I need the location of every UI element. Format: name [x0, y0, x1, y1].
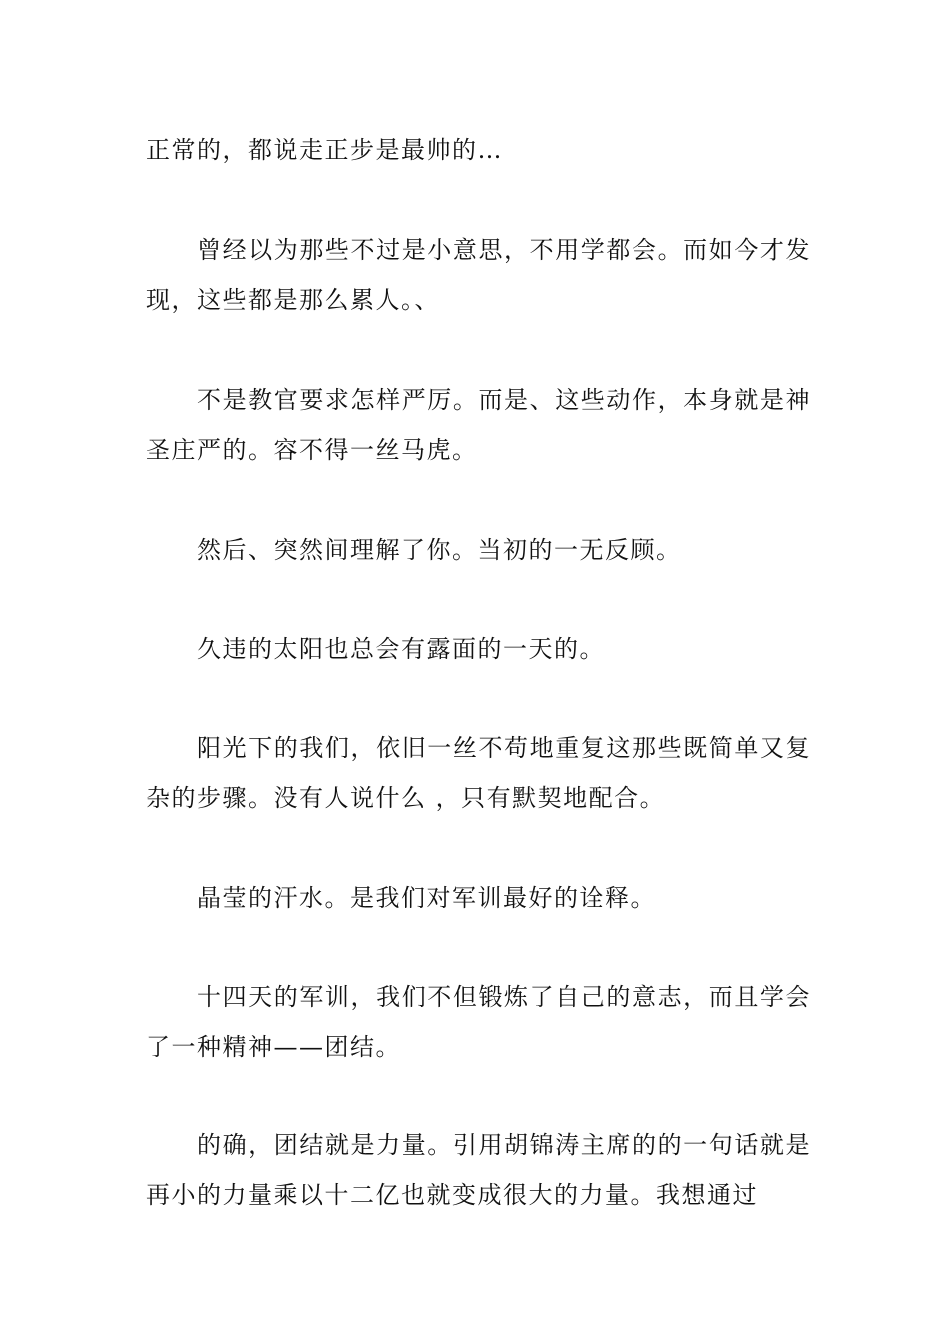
paragraph-9: 的确，团结就是力量。引用胡锦涛主席的的一句话就是再小的力量乘以十二亿也就变成很大的力量。我想通过 — [146, 1131, 811, 1209]
paragraph-3: 不是教官要求怎样严厉。而是、这些动作，本身就是神圣庄严的。容不得一丝马虎。 — [146, 386, 811, 464]
paragraph-2: 曾经以为那些不过是小意思，不用学都会。而如今才发现，这些都是那么累人。、 — [146, 236, 811, 314]
paragraph-8: 十四天的军训，我们不但锻炼了自己的意志，而且学会了一种精神——团结。 — [146, 983, 811, 1061]
paragraph-1: 正常的，都说走正步是最帅的… — [146, 136, 503, 164]
paragraph-6: 阳光下的我们，依旧一丝不苟地重复这那些既简单又复杂的步骤。没有人说什么 ，只有默契地配合。 — [146, 734, 811, 812]
paragraph-7: 晶莹的汗水。是我们对军训最好的诠释。 — [197, 884, 656, 912]
paragraph-4: 然后、突然间理解了你。当初的一无反顾。 — [197, 536, 682, 564]
paragraph-5: 久违的太阳也总会有露面的一天的。 — [197, 635, 605, 663]
